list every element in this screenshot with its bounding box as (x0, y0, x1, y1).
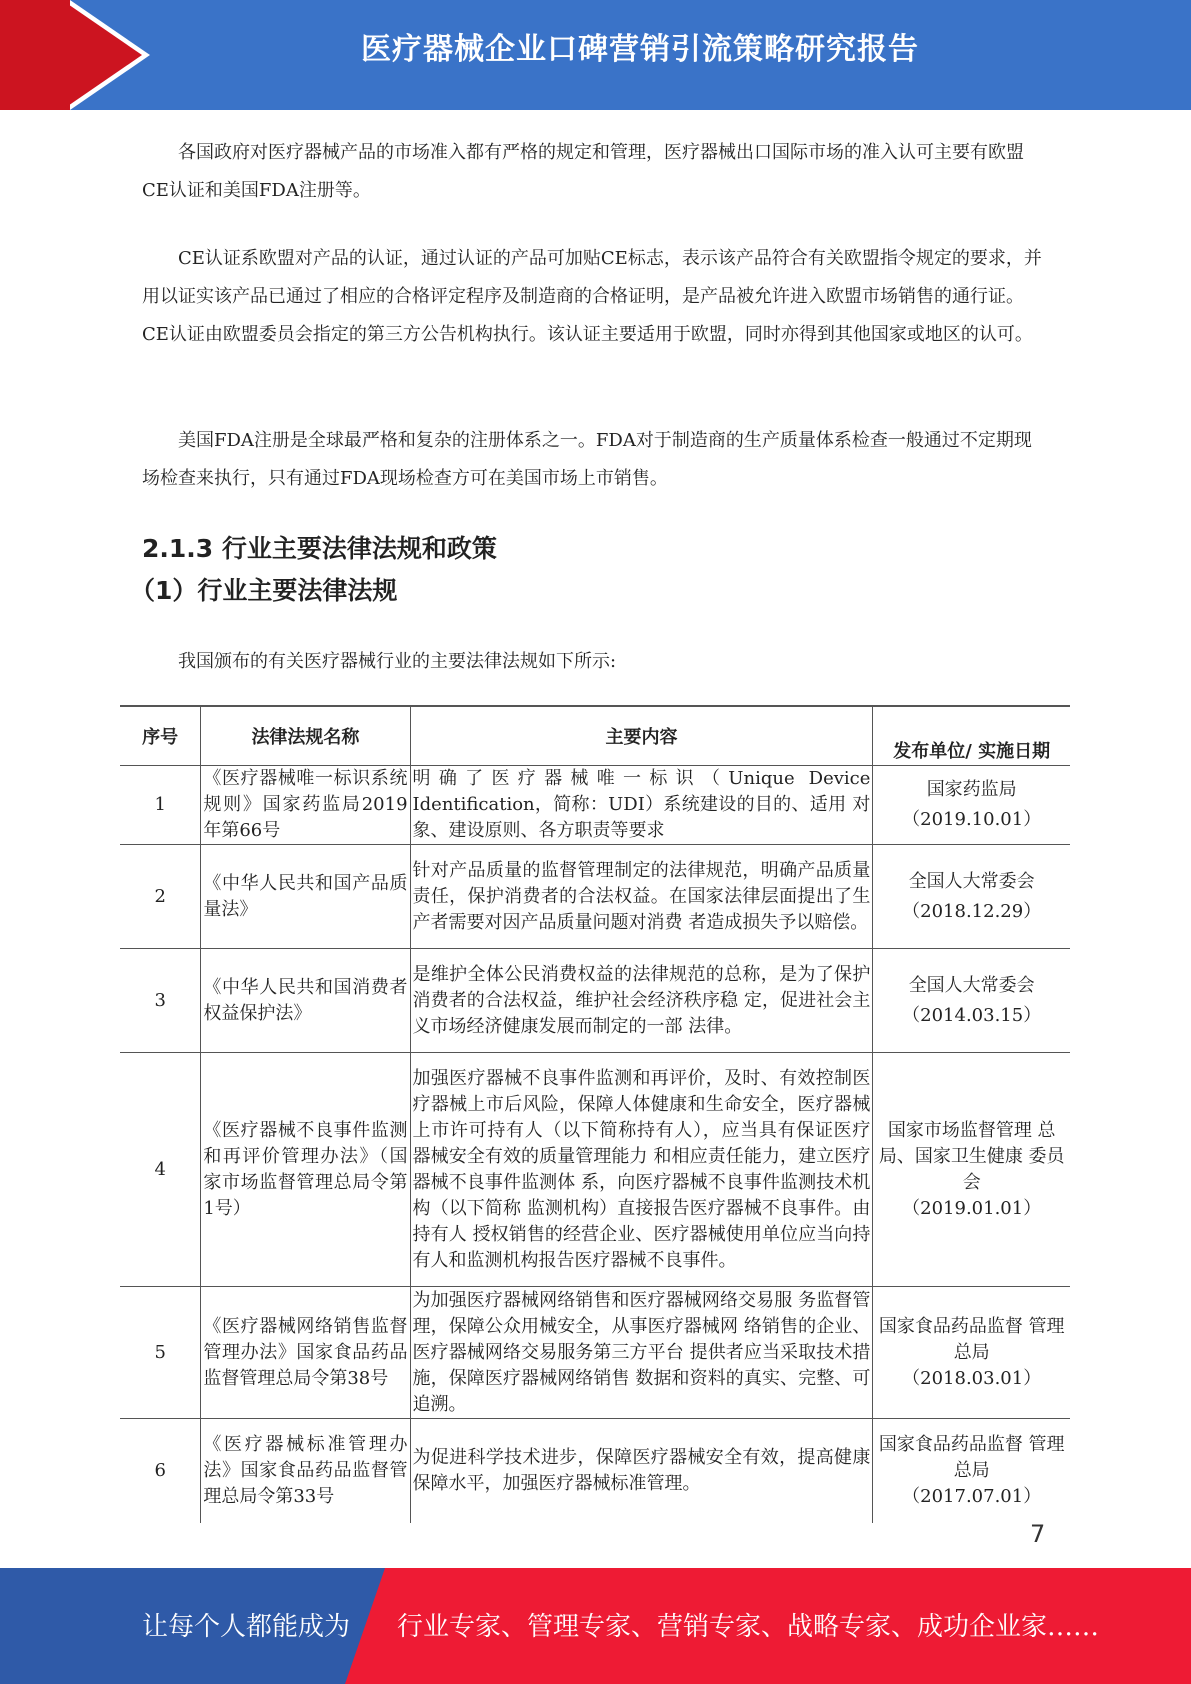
row-no: 5 (120, 1287, 201, 1419)
publisher-name: 国家食品药品监督 管理总局 (878, 1315, 1065, 1363)
publisher-name: 国家药监局 (926, 779, 1017, 800)
footer-slogan-right: 行业专家、管理专家、营销专家、战略专家、成功企业家…… (397, 1612, 1100, 1642)
row-publisher (873, 766, 1070, 845)
laws-table (120, 705, 1070, 1523)
report-title: 医疗器械企业口碑营销引流策略研究报告 (361, 32, 919, 67)
effective-date: （2018.03.01） (902, 1367, 1042, 1389)
header-red-block (0, 0, 70, 110)
row-publisher (873, 845, 1070, 949)
effective-date: （2017.07.01） (902, 1485, 1042, 1507)
row-publisher (873, 1053, 1070, 1287)
footer-slogan-left: 让每个人都能成为 (142, 1612, 351, 1642)
row-name: 《中华人民共和国消费者权益保护法》 (201, 949, 410, 1053)
subsection-heading: （1）行业主要法律法规 (130, 576, 398, 605)
row-no: 6 (120, 1419, 201, 1523)
row-name: 《医疗器械不良事件监测和再评价管理办法》（国家市场监督管理总局令第1号） (201, 1053, 410, 1287)
table-row (120, 1053, 1070, 1287)
table-row (120, 949, 1070, 1053)
table-row (120, 766, 1070, 845)
row-no: 1 (120, 766, 201, 845)
paragraph-fda-registration: 美国FDA注册是全球最严格和复杂的注册体系之一。FDA对于制造商的生产质量体系检查一般通过不定期现场检查来执行，只有通过FDA现场检查方可在美国市场上市销售。 (142, 430, 1032, 489)
page-number: 7 (1030, 1520, 1046, 1548)
header-arrow (62, 0, 142, 110)
table-row (120, 1287, 1070, 1419)
row-name: 《医疗器械网络销售监督管理办法》国家食品药品监督管理总局令第38号 (201, 1287, 410, 1419)
row-publisher (873, 1419, 1070, 1523)
table-row (120, 845, 1070, 949)
row-no: 4 (120, 1053, 201, 1287)
page-footer (0, 1568, 1191, 1684)
effective-date: （2014.03.15） (902, 1004, 1042, 1026)
publisher-name: 国家市场监督管理 总局、国家卫生健康 委员会 (878, 1119, 1065, 1193)
effective-date: （2019.10.01） (902, 809, 1042, 830)
row-content: 为加强医疗器械网络销售和医疗器械网络交易服 务监督管理，保障公众用械安全，从事医疗器械网 络销售的企业、医疗器械网络交易服务第三方平台 提供者应当采取技术措施，保障医疗器械网络销售 数据和资料的真实、完整、可追溯。 (410, 1287, 873, 1419)
page-header (0, 0, 1191, 110)
publisher-name: 全国人大常委会 (908, 974, 1035, 996)
row-name: 《中华人民共和国产品质量法》 (201, 845, 410, 949)
footer-blue-slant (345, 1568, 385, 1684)
paragraph-ce-certification: CE认证系欧盟对产品的认证，通过认证的产品可加贴CE标志，表示该产品符合有关欧盟指令规定的要求，并用以证实该产品已通过了相应的合格评定程序及制造商的合格证明，是产品被允许进入欧盟市场销售的通行证。CE认证由欧盟委员会指定的第三方公告机构执行。该认证主要适用于欧盟，同时亦得到其他国家或地区的认可。 (142, 248, 1042, 345)
table-header-row (120, 706, 1070, 766)
effective-date: （2018.12.29） (902, 900, 1042, 922)
row-content: 加强医疗器械不良事件监测和再评价，及时、有效控制医疗器械上市后风险，保障人体健康和生命安全，医疗器械上市许可持有人（以下简称持有人），应当具有保证医疗器械安全有效的质量管理能力 和相应责任能力，建立医疗器械不良事件监测体 系，向医疗器械不良事件监测技术机构（以下简称 监测机构）直接报告医疗器械不良事件。由持有人 授权销售的经营企业、医疗器械使用单位应当向持 有人和监测机构报告医疗器械不良事件。 (410, 1053, 873, 1287)
row-content: 针对产品质量的监督管理制定的法律规范，明确产品质量责任，保护消费者的合法权益。在国家法律层面提出了生产者需要对因产品质量问题对消费 者造成损失予以赔偿。 (410, 845, 873, 949)
header-no: 序号 (120, 706, 201, 766)
row-content: 是维护全体公民消费权益的法律规范的总称，是为了保护消费者的合法权益，维护社会经济秩序稳 定，促进社会主义市场经济健康发展而制定的一部 法律。 (410, 949, 873, 1053)
table-row (120, 1419, 1070, 1523)
header-name: 法律法规名称 (201, 706, 410, 766)
row-name: 《医疗器械唯一标识系统规则》国家药监局2019年第66号 (201, 766, 410, 845)
paragraph-market-access: 各国政府对医疗器械产品的市场准入都有严格的规定和管理，医疗器械出口国际市场的准入认可主要有欧盟CE认证和美国FDA注册等。 (142, 142, 1024, 201)
publisher-name: 全国人大常委会 (908, 870, 1035, 892)
row-no: 2 (120, 845, 201, 949)
row-name: 《医疗器械标准管理办法》国家食品药品监督管理总局令第33号 (201, 1419, 410, 1523)
row-publisher (873, 1287, 1070, 1419)
publisher-name: 国家食品药品监督 管理总局 (878, 1433, 1065, 1481)
row-no: 3 (120, 949, 201, 1053)
table-intro: 我国颁布的有关医疗器械行业的主要法律法规如下所示: (178, 651, 617, 672)
row-content: 明确了医疗器械唯一标识（Unique Device Identification，简称：UDI）系统建设的目的、适用 对象、建设原则、各方职责等要求 (410, 766, 873, 845)
section-heading: 2.1.3 行业主要法律法规和政策 (142, 534, 497, 563)
row-content: 为促进科学技术进步，保障医疗器械安全有效，提高健康保障水平，加强医疗器械标准管理。 (410, 1419, 873, 1523)
header-publisher: 发布单位/ 实施日期 (873, 706, 1070, 766)
row-publisher (873, 949, 1070, 1053)
header-content: 主要内容 (410, 706, 873, 766)
effective-date: （2019.01.01） (902, 1197, 1042, 1219)
